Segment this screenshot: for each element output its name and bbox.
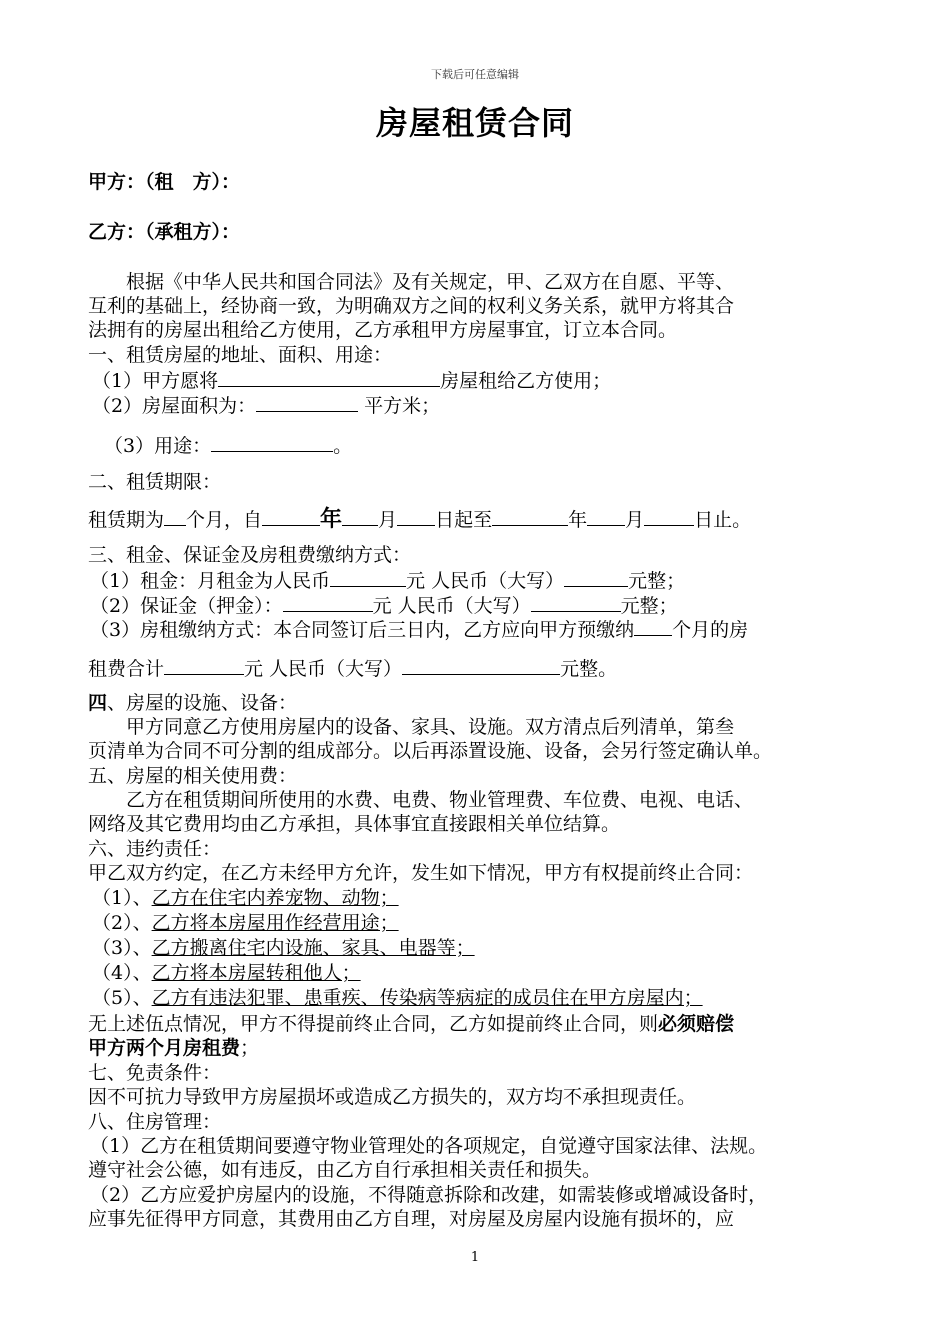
document-title: 房屋租赁合同 [375, 104, 574, 142]
section-3-deposit-line [90, 592, 678, 618]
start-year-blank [262, 506, 320, 526]
rent-text: （1）租金：月租金为人民币 [90, 570, 331, 592]
deposit-text: （2）保证金（押金）： [90, 595, 283, 617]
total-rmb: 元 人民币（大写） [244, 658, 403, 680]
rent-uppercase-blank [564, 567, 628, 587]
item-1-text: （1）甲方愿将 [92, 370, 219, 392]
start-day-blank [397, 506, 435, 526]
term-month: 月 [378, 509, 398, 531]
conclusion-bold: 必须赔偿 [658, 1013, 735, 1035]
end-day-blank [644, 506, 694, 526]
end-month-blank [587, 506, 625, 526]
section-6-intro: 甲乙双方约定，在乙方未经甲方允许，发生如下情况，甲方有权提前终止合同： [88, 862, 754, 884]
total-uppercase-blank [402, 655, 560, 675]
deposit-uppercase-blank [531, 592, 621, 612]
section-2-heading: 二、租赁期限： [88, 471, 222, 493]
conclusion-end: ； [240, 1037, 260, 1059]
section-7-line-1: 因不可抗力导致甲方房屋损坏或造成乙方损失的，双方均不承担现责任。 [88, 1086, 697, 1108]
term-text-2: 个月，自 [186, 509, 263, 531]
section-6-item-1 [92, 886, 399, 910]
section-6-item-5 [92, 986, 703, 1010]
item-2-text-end: 平方米； [358, 395, 441, 417]
term-end-year: 年 [568, 509, 588, 531]
section-8-line-4: 应事先征得甲方同意，其费用由乙方自理，对房屋及房屋内设施有损坏的，应 [88, 1208, 735, 1230]
item-1-text-end: 房屋租给乙方使用； [440, 370, 612, 392]
item-text: 乙方在住宅内养宠物、动物； [151, 887, 399, 909]
item-number: （5）、 [92, 987, 152, 1009]
item-text: 乙方将本房屋转租他人； [151, 962, 361, 984]
party-b-label: 乙方：（承租方）： [88, 221, 241, 243]
deposit-rmb: 元 人民币（大写） [372, 595, 531, 617]
payment-text-end: 个月的房 [672, 619, 749, 641]
start-month-blank [342, 506, 378, 526]
deposit-end: 元整； [620, 595, 678, 617]
section-4-heading [88, 691, 297, 715]
section-3-payment-line [90, 616, 748, 642]
section-5-heading: 五、房屋的相关使用费： [88, 765, 298, 787]
section-1-item-2 [92, 392, 440, 418]
section-8-heading: 八、住房管理： [88, 1111, 222, 1133]
section-6-item-4 [92, 961, 361, 985]
payment-text: （3）房租缴纳方式：本合同签订后三日内，乙方应向甲方预缴纳 [90, 619, 635, 641]
term-text-4: 日起至 [435, 509, 493, 531]
item-3-text-end: 。 [333, 435, 353, 457]
section-6-item-2 [92, 911, 399, 935]
conclusion-text: 无上述伍点情况，甲方不得提前终止合同，乙方如提前终止合同，则 [88, 1013, 659, 1035]
section-3-rent-line [90, 567, 685, 593]
section-8-line-2: 遵守社会公德，如有违反，由乙方自行承担相关责任和损失。 [88, 1159, 602, 1181]
total-text: 租费合计 [88, 658, 165, 680]
section-6-conclusion-2 [88, 1036, 259, 1060]
area-blank [256, 392, 358, 412]
section-8-line-1: （1）乙方在租赁期间要遵守物业管理处的各项规定，自觉遵守国家法律、法规。 [90, 1135, 768, 1157]
header-note: 下载后可任意编辑 [431, 68, 519, 81]
total-amount-blank [164, 655, 244, 675]
usage-blank [211, 432, 333, 452]
term-text-1: 租赁期为 [88, 509, 165, 531]
section-5-line-1: 乙方在租赁期间所使用的水费、电费、物业管理费、车位费、电视、电话、 [88, 789, 754, 811]
section-2-term-line [88, 506, 751, 532]
party-a-label: 甲方：（租 方）： [88, 171, 241, 193]
item-number: （4）、 [92, 962, 152, 984]
section-6-item-3 [92, 936, 475, 960]
section-5-line-2: 网络及其它费用均由乙方承担，具体事宜直接跟相关单位结算。 [88, 813, 621, 835]
section-6-conclusion-1 [88, 1012, 734, 1036]
section-8-line-3: （2）乙方应爱护房屋内的设施，不得随意拆除和改建，如需装修或增减设备时， [90, 1184, 768, 1206]
item-text: 乙方有违法犯罪、患重疾、传染病等病症的成员住在甲方房屋内； [151, 987, 703, 1009]
conclusion-bold-2: 甲方两个月房租费 [88, 1037, 241, 1059]
section-1-item-3 [104, 432, 352, 458]
rent-amount-blank [330, 567, 406, 587]
item-number: （1）、 [92, 887, 152, 909]
item-number: （2）、 [92, 912, 152, 934]
term-end-month: 月 [625, 509, 645, 531]
item-3-text: （3）用途： [104, 435, 212, 457]
item-text: 乙方搬离住宅内设施、家具、电器等； [151, 937, 475, 959]
section-4-line-1: 甲方同意乙方使用房屋内的设备、家具、设施。双方清点后列清单，第叁 [88, 716, 735, 738]
section-4-line-2: 页清单为合同不可分割的组成部分。以后再添置设施、设备，会另行签定确认单。 [88, 740, 773, 762]
total-end: 元整。 [560, 658, 618, 680]
section-7-heading: 七、免责条件： [88, 1062, 222, 1084]
term-year: 年 [320, 507, 343, 532]
item-number: （3）、 [92, 937, 152, 959]
section-3-total-line [88, 655, 617, 681]
end-year-blank [492, 506, 568, 526]
intro-line-3: 法拥有的房屋出租给乙方使用，乙方承租甲方房屋事宜，订立本合同。 [88, 319, 678, 341]
prepay-months-blank [634, 616, 672, 636]
intro-line-1: 根据《中华人民共和国合同法》及有关规定，甲、乙双方在自愿、平等、 [88, 271, 735, 293]
item-2-text: （2）房屋面积为： [92, 395, 257, 417]
item-text: 乙方将本房屋用作经营用途； [151, 912, 399, 934]
term-end-day: 日止。 [694, 509, 752, 531]
section-1-item-1 [92, 367, 611, 393]
section-4-title: 、房屋的设施、设备： [107, 692, 298, 714]
page-number: 1 [470, 1250, 480, 1265]
section-3-heading: 三、租金、保证金及房租费缴纳方式： [88, 544, 412, 566]
intro-line-2: 互利的基础上，经协商一致，为明确双方之间的权利义务关系，就甲方将其合 [88, 295, 735, 317]
section-4-number: 四 [88, 692, 108, 714]
section-6-heading: 六、违约责任： [88, 838, 222, 860]
section-1-heading: 一、租赁房屋的地址、面积、用途： [88, 344, 393, 366]
deposit-amount-blank [283, 592, 373, 612]
address-blank [218, 367, 440, 387]
months-blank [164, 506, 186, 526]
rent-end: 元整； [628, 570, 686, 592]
rent-rmb: 元 人民币（大写） [406, 570, 565, 592]
